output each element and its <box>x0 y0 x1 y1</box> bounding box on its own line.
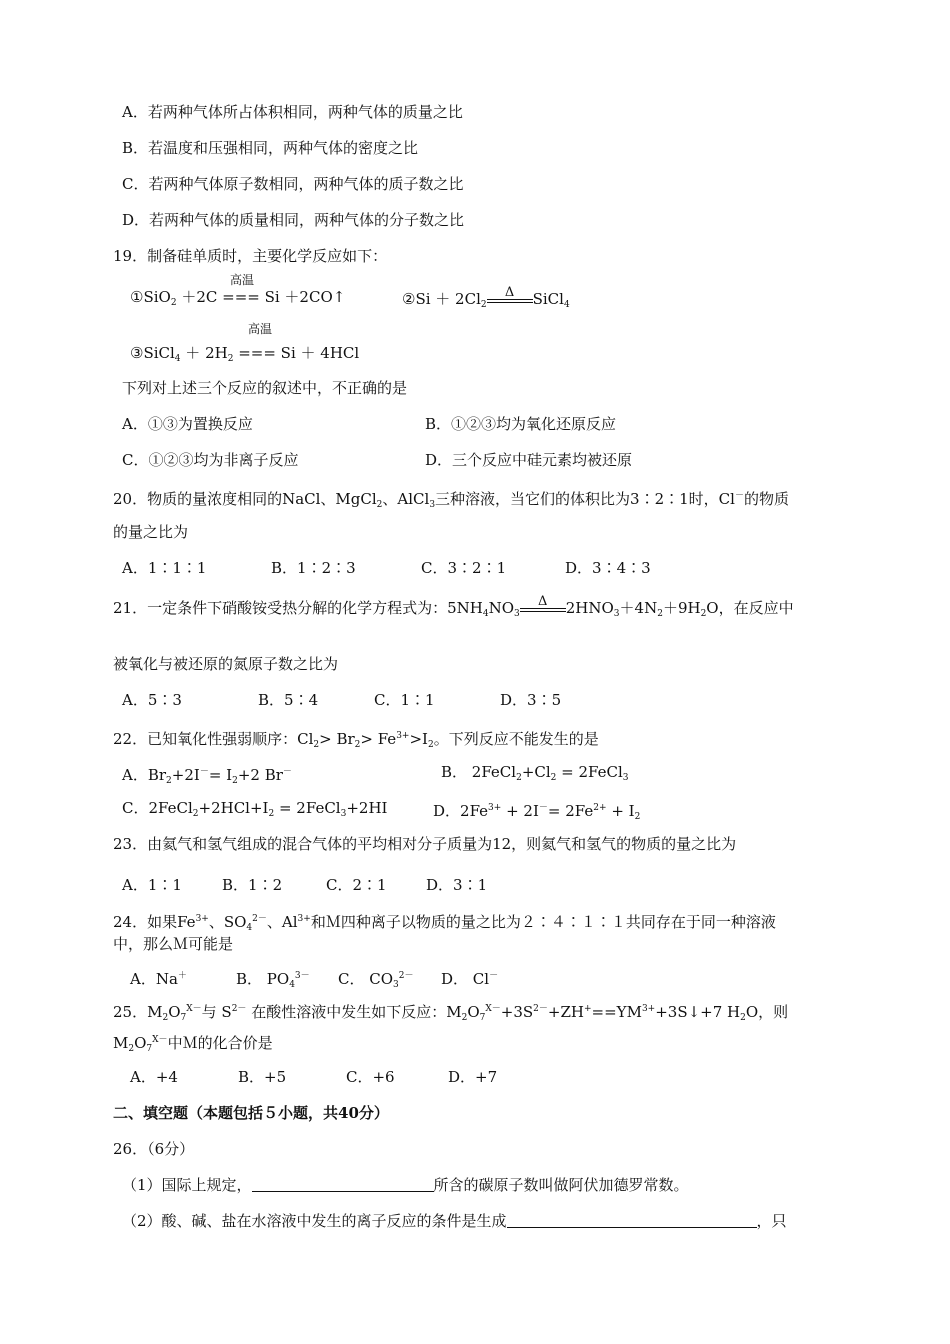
q19-r3-condition: 高温 <box>248 322 273 336</box>
q21-option-a: A．5∶3 <box>122 691 182 709</box>
q21-option-b: B．5∶4 <box>258 691 319 709</box>
q22-option-a: A．$Br_2+2I^-= I_2+2$ Br－ <box>122 766 292 786</box>
heat-arrow: Δ <box>487 287 533 307</box>
q19-r1-condition: 高温 <box>230 273 255 287</box>
q25-stem: 25．$M_2O_7^{X-}$与 $S^{2-}$ 在酸性溶液中发生如下反应：$M_2O_7^{X-}+3S^{2-}+ZH^+==YM^{3+}+3S↓+7$ $H_2O$，则 <box>113 1003 789 1023</box>
q19-reaction-2: ②Si ＋ $2Cl_2$ Δ SiCl$_4$ <box>402 285 570 310</box>
q19-question: 下列对上述三个反应的叙述中，不正确的是 <box>122 379 408 397</box>
q24-option-b: B． $PO_4^{3-}$ <box>236 970 310 990</box>
q19-reaction-1: ①SiO$_2$ ＋2C === Si ＋2CO↑ <box>130 288 346 308</box>
q23-option-c: C．2∶1 <box>326 876 387 894</box>
q25-option-d: D．+7 <box>448 1068 498 1086</box>
q23-option-a: A．1∶1 <box>122 876 182 894</box>
q21-option-c: C．1∶1 <box>374 691 435 709</box>
q23-stem: 23．由氦气和氢气组成的混合气体的平均相对分子质量为12，则氦气和氢气的物质的量之比为 <box>113 835 737 853</box>
q22-option-b: B． $2FeCl_2+Cl_2$ = 2FeCl$_3$ <box>441 763 629 783</box>
q19-reaction-3: ③SiCl$_4$ ＋ $2H_2$ === Si ＋ 4HCl <box>130 344 360 364</box>
q18-option-c: C．若两种气体原子数相同，两种气体的质子数之比 <box>122 175 464 193</box>
q18-option-b: B．若温度和压强相同，两种气体的密度之比 <box>122 139 419 157</box>
q19-option-a: A．①③为置换反应 <box>122 415 253 433</box>
q19-stem: 19．制备硅单质时，主要化学反应如下： <box>113 247 388 265</box>
q18-option-d: D．若两种气体的质量相同，两种气体的分子数之比 <box>122 211 465 229</box>
q24-stem-cont: 中，那么Ｍ可能是 <box>113 935 234 953</box>
q24-option-c: C． $CO_3^{2-}$ <box>338 970 414 990</box>
q18-option-a: A．若两种气体所占体积相同，两种气体的质量之比 <box>122 103 463 121</box>
q20-option-a: A．1∶1∶1 <box>122 559 207 577</box>
q21-option-d: D．3∶5 <box>500 691 562 709</box>
heat-arrow: Δ <box>520 596 566 616</box>
q24-option-a: A．Na＋ <box>130 970 187 988</box>
q19-option-b: B．①②③均为氧化还原反应 <box>425 415 617 433</box>
q25-option-b: B．+5 <box>238 1068 287 1086</box>
q25-option-a: A．+4 <box>130 1068 178 1086</box>
q22-option-d: D．$2Fe^{3+} + 2I^-= 2Fe^{2+} + I_2$ <box>433 802 641 822</box>
q24-stem: 24．如果$Fe^{3+}$、$SO_4^{2-}$、$Al^{3+}$和Ｍ四种离子以物质的量之比为２∶４∶１∶１共同存在于同一种溶液 <box>113 913 776 933</box>
q25-stem-cont: $M_2O_7^{X-}$中Ｍ的化合价是 <box>113 1034 273 1054</box>
q26-part-1: （1）国际上规定， 所含的碳原子数叫做阿伏加德罗常数。 <box>122 1176 689 1194</box>
q23-option-d: D．3∶1 <box>426 876 488 894</box>
q20-stem-cont: 的量之比为 <box>113 523 189 541</box>
section-title: 二、填空题（本题包括５小题，共40分） <box>113 1104 389 1122</box>
q25-option-c: C．+6 <box>346 1068 395 1086</box>
q22-stem: 22．已知氧化性强弱顺序：$Cl_2> Br_2> Fe^{3+}>I_2$。下列反应不能发生的是 <box>113 730 599 750</box>
answer-blank[interactable] <box>507 1213 757 1228</box>
q24-option-d: D． Cl－ <box>441 970 499 988</box>
q26-part-2: （2）酸、碱、盐在水溶液中发生的离子反应的条件是生成 ，只 <box>122 1212 787 1230</box>
q20-stem: 20．物质的量浓度相同的NaCl、MgCl$_2$、AlCl$_3$三种溶液，当它们的体积比为3∶2∶1时，Cl－的物质 <box>113 490 789 510</box>
q22-option-c: C．$2FeCl_2+2HCl+I_2$ = 2FeCl$_3$+2HI <box>122 799 388 819</box>
q20-option-d: D．3∶4∶3 <box>565 559 651 577</box>
answer-blank[interactable] <box>252 1177 434 1192</box>
q21-stem: 21．一定条件下硝酸铵受热分解的化学方程式为：$5NH_4NO_3$ Δ $2HNO_3+4N_2+9H_2O$，在反应中 <box>113 594 794 619</box>
q20-option-b: B．1∶2∶3 <box>271 559 356 577</box>
q19-option-c: C．①②③均为非离子反应 <box>122 451 299 469</box>
q21-stem-cont: 被氧化与被还原的氮原子数之比为 <box>113 655 339 673</box>
q19-option-d: D．三个反应中硅元素均被还原 <box>425 451 633 469</box>
q23-option-b: B．1∶2 <box>222 876 283 894</box>
q20-option-c: C．3∶2∶1 <box>421 559 507 577</box>
q26-stem: 26．（6分） <box>113 1140 195 1158</box>
